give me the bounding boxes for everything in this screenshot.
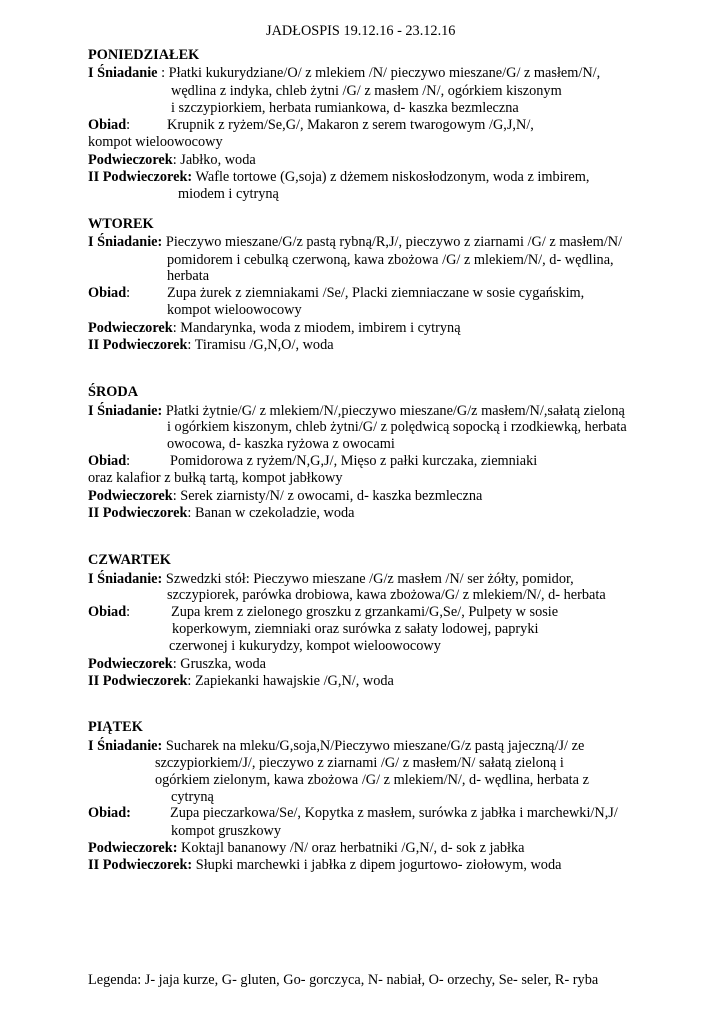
meal-label: Obiad: (88, 805, 131, 821)
menu-line (171, 790, 214, 804)
label-separator: : (187, 673, 195, 689)
menu-line (88, 454, 688, 468)
menu-line (88, 321, 461, 335)
menu-line (155, 756, 564, 770)
meal-text: Banan w czekoladzie, woda (194, 505, 355, 521)
label-separator: : (126, 117, 131, 133)
meal-text: Krupnik z ryżem/Se,G/, Makaron z serem twarogowym /G,J,N/, (167, 117, 534, 133)
meal-text: i ogórkiem kiszonym, chleb żytni/G/ z polędwicą sopocką i rzodkiewką, herbata (167, 419, 627, 435)
menu-line (88, 806, 688, 820)
meal-text: Koktajl bananowy /N/ oraz herbatniki /G,N/, d- sok z jabłka (181, 840, 525, 856)
meal-text: Gruszka, woda (180, 656, 267, 672)
meal-text: kompot wieloowocowy (88, 134, 223, 150)
meal-label: Obiad (88, 453, 127, 469)
meal-label: II Podwieczorek (88, 673, 188, 689)
menu-line (88, 657, 266, 671)
menu-line (88, 235, 622, 249)
label-separator: : (157, 65, 169, 81)
meal-text: Płatki kukurydziane/O/ z mlekiem /N/ pieczywo mieszane/G/ z masłem/N/, (168, 65, 601, 81)
menu-line (167, 269, 209, 283)
label-separator: : (172, 152, 181, 168)
meal-label: I Śniadanie: (88, 738, 163, 754)
meal-text: szczypiorek, parówka drobiowa, kawa zbożowa/G/ z mlekiem/N/, d- herbata (167, 587, 606, 603)
menu-line (88, 674, 394, 688)
menu-title: JADŁOSPIS 19.12.16 - 23.12.16 (266, 23, 456, 39)
meal-label: Obiad (88, 604, 127, 620)
menu-line (88, 338, 334, 352)
meal-text: kompot wieloowocowy (167, 302, 302, 318)
menu-line (167, 437, 395, 451)
meal-text: Serek ziarnisty/N/ z owocami, d- kaszka bezmleczna (180, 488, 483, 504)
meal-text: Słupki marchewki i jabłka z dipem jogurtowo- ziołowym, woda (195, 857, 562, 873)
menu-line (88, 153, 256, 167)
label-separator: : (172, 488, 181, 504)
meal-label: I Śniadanie: (88, 403, 163, 419)
menu-line (167, 303, 302, 317)
meal-label: Podwieczorek (88, 656, 173, 672)
menu-line (88, 572, 574, 586)
meal-text: wędlina z indyka, chleb żytni /G/ z masłem /N/, ogórkiem kiszonym (171, 83, 562, 99)
menu-line (88, 286, 688, 300)
label-separator: : (172, 656, 181, 672)
meal-label: II Podwieczorek (88, 337, 188, 353)
menu-line (167, 588, 606, 602)
menu-line (88, 170, 589, 184)
meal-label: I Śniadanie: (88, 234, 163, 250)
meal-text: cytryną (171, 789, 214, 805)
meal-text: Wafle tortowe (G,soja) z dżemem niskosłodzonym, woda z imbirem, (195, 169, 590, 185)
menu-line (88, 404, 625, 418)
meal-text: i szczypiorkiem, herbata rumiankowa, d- kaszka bezmleczna (171, 100, 519, 116)
meal-text: szczypiorkiem/J/, pieczywo z ziarnami /G/ z masłem/N/ sałatą zieloną i (155, 755, 564, 771)
meal-text: owocowa, d- kaszka ryżowa z owocami (167, 436, 395, 452)
meal-text: ogórkiem zielonym, kawa zbożowa /G/ z mlekiem/N/, d- wędlina, herbata z (155, 772, 589, 788)
meal-label: Podwieczorek (88, 488, 173, 504)
meal-text: Zapiekanki hawajskie /G,N/, woda (194, 673, 394, 689)
day-heading: CZWARTEK (88, 552, 171, 568)
menu-line (167, 420, 627, 434)
menu-line (155, 773, 589, 787)
menu-line (88, 739, 584, 753)
meal-text: kompot gruszkowy (171, 823, 281, 839)
day-heading: PIĄTEK (88, 719, 143, 735)
allergen-legend: Legenda: J- jaja kurze, G- gluten, Go- gorczyca, N- nabiał, O- orzechy, Se- seler, R- ryba (88, 972, 599, 988)
meal-label: II Podwieczorek: (88, 169, 193, 185)
menu-line (88, 66, 600, 80)
meal-label: Podwieczorek: (88, 840, 178, 856)
day-heading: ŚRODA (88, 384, 139, 400)
day-heading: PONIEDZIAŁEK (88, 47, 200, 63)
label-separator: : (172, 320, 181, 336)
meal-text: Sucharek na mleku/G,soja,N/Pieczywo mieszane/G/z pastą jajeczną/J/ ze (165, 738, 585, 754)
meal-text: miodem i cytryną (178, 186, 279, 202)
meal-text: Zupa krem z zielonego groszku z grzankami/G,Se/, Pulpety w sosie (171, 604, 559, 620)
meal-text: Płatki żytnie/G/ z mlekiem/N/,pieczywo mieszane/G/z masłem/N/,sałatą zieloną (165, 403, 625, 419)
meal-text: Jabłko, woda (180, 152, 256, 168)
day-heading: WTOREK (88, 216, 154, 232)
meal-label: Podwieczorek (88, 152, 173, 168)
menu-line (171, 824, 281, 838)
meal-text: Szwedzki stół: Pieczywo mieszane /G/z masłem /N/ ser żółty, pomidor, (165, 571, 574, 587)
label-separator: : (187, 337, 195, 353)
label-separator: : (126, 453, 131, 469)
meal-text: Zupa żurek z ziemniakami /Se/, Placki ziemniaczane w sosie cygańskim, (167, 285, 585, 301)
label-separator: : (126, 604, 131, 620)
menu-line (178, 187, 279, 201)
menu-line (88, 135, 223, 149)
meal-text: Tiramisu /G,N,O/, woda (194, 337, 334, 353)
meal-label: Obiad (88, 285, 127, 301)
menu-line (88, 489, 482, 503)
menu-line (88, 471, 342, 485)
meal-label: Obiad (88, 117, 127, 133)
meal-text: pomidorem i cebulką czerwoną, kawa zbożowa /G/ z mlekiem/N/, d- wędlina, (167, 252, 614, 268)
menu-line (167, 253, 614, 267)
meal-text: czerwonej i kukurydzy, kompot wieloowocowy (169, 638, 441, 654)
menu-line (88, 858, 561, 872)
menu-line (171, 84, 562, 98)
label-separator: : (126, 285, 131, 301)
meal-label: I Śniadanie (88, 65, 158, 81)
menu-line (169, 639, 441, 653)
meal-label: II Podwieczorek: (88, 857, 193, 873)
menu-line (88, 506, 355, 520)
meal-text: oraz kalafior z bułką tartą, kompot jabłkowy (88, 470, 343, 486)
menu-line (88, 118, 688, 132)
menu-line (88, 605, 688, 619)
meal-label: Podwieczorek (88, 320, 173, 336)
meal-label: I Śniadanie: (88, 571, 163, 587)
meal-text: herbata (167, 268, 210, 284)
meal-label: II Podwieczorek (88, 505, 188, 521)
menu-line (172, 622, 538, 636)
label-separator: : (187, 505, 195, 521)
meal-text: Pomidorowa z ryżem/N,G,J/, Mięso z pałki kurczaka, ziemniaki (170, 453, 538, 469)
menu-line (88, 841, 524, 855)
meal-text: koperkowym, ziemniaki oraz surówka z sałaty lodowej, papryki (172, 621, 539, 637)
meal-text: Mandarynka, woda z miodem, imbirem i cytryną (180, 320, 461, 336)
meal-text: Zupa pieczarkowa/Se/, Kopytka z masłem, surówka z jabłka i marchewki/N,J/ (170, 805, 618, 821)
meal-text: Pieczywo mieszane/G/z pastą rybną/R,J/, pieczywo z ziarnami /G/ z masłem/N/ (165, 234, 623, 250)
menu-line (171, 101, 519, 115)
